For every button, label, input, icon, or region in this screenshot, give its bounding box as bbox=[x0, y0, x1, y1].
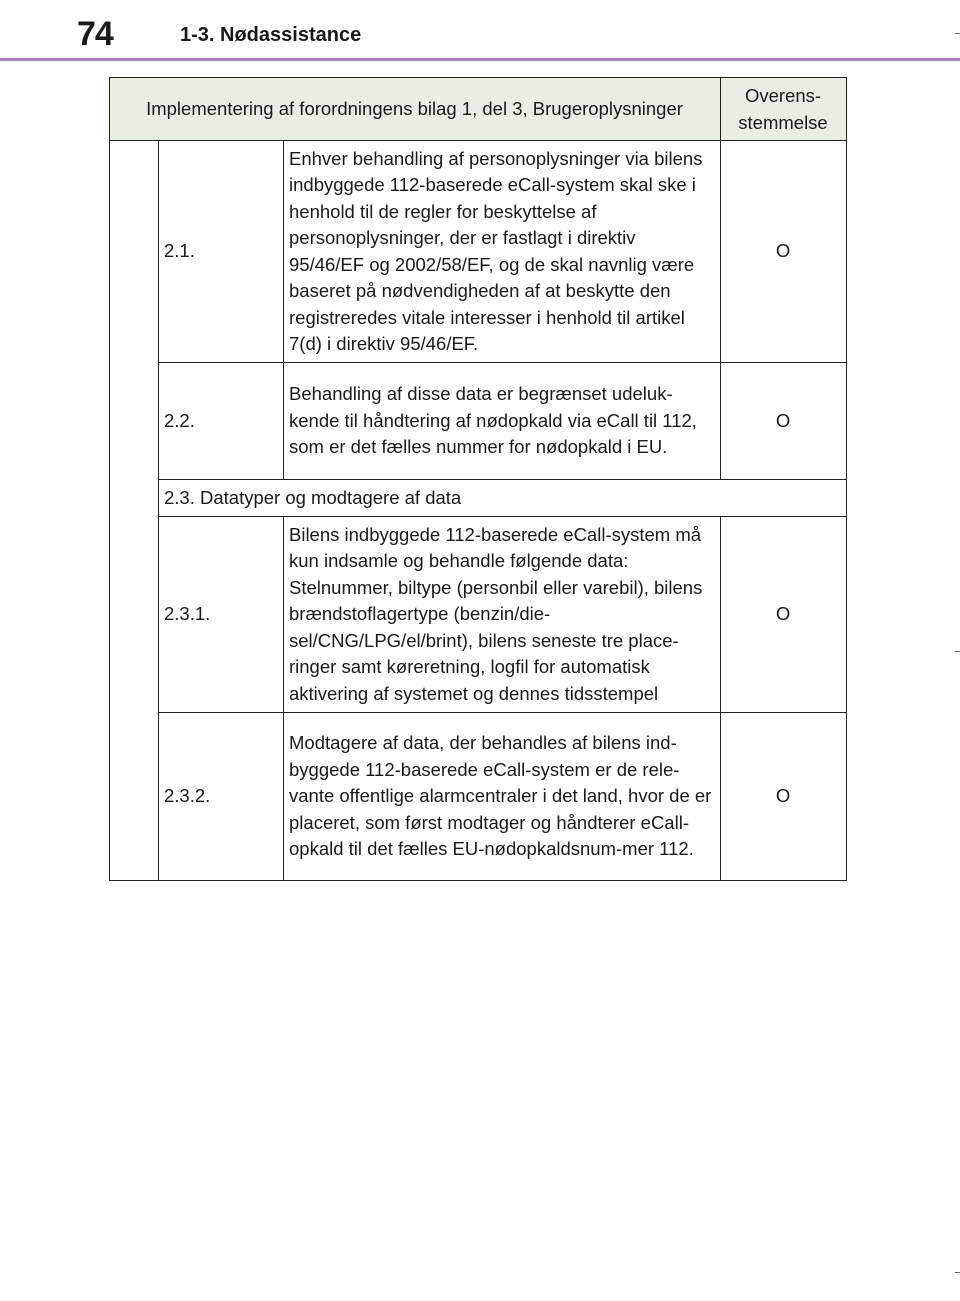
row-compliance: O bbox=[721, 517, 847, 713]
row-text: Enhver behandling af personoplysninger via bilens indbyggede 112-baserede eCall-system skal ske i henhold til de regler for beskyttelse af personoplysninger, der er fastlagt i direktiv 95/46/EF og 2002/58/EF, og de skal navnlig være baseret på nødvendigheden af at beskytte den registreredes vitale interesser i henhold til artikel 7(d) i direktiv 95/46/EF. bbox=[284, 141, 721, 363]
row-text: Bilens indbyggede 112-baserede eCall-system må kun indsamle og behandle følgende data: Stelnummer, biltype (personbil eller varebil), bilens brændstoflagertype (benzin/die-sel/CNG/LPG/el/brint), bilens seneste tre place-ringer samt køreretning, logfil for automatisk aktivering af systemet og dennes tidsstempel bbox=[284, 517, 721, 713]
section-title: 1-3. Nødassistance bbox=[180, 24, 362, 46]
table-row bbox=[110, 713, 847, 881]
row-text: Behandling af disse data er begrænset udeluk-kende til håndtering af nødopkald via eCall til 112, som er det fælles nummer for nødopkald i EU. bbox=[284, 363, 721, 480]
column-header-implementation: Implementering af forordningens bilag 1, del 3, Brugeroplysninger bbox=[110, 78, 721, 141]
edge-tick bbox=[955, 33, 960, 34]
column-header-compliance: Overens- stemmelse bbox=[721, 78, 847, 141]
row-text: Modtagere af data, der behandles af bilens ind-byggede 112-baserede eCall-system er de rele-vante offentlige alarmcentraler i det land, hvor de er placeret, som først modtager og håndterer eCall-opkald til det fælles EU-nødopkaldsnum-mer 112. bbox=[284, 713, 721, 881]
table-subsection-row bbox=[110, 480, 847, 517]
row-number: 2.2. bbox=[159, 363, 284, 480]
row-compliance: O bbox=[721, 713, 847, 881]
edge-tick bbox=[955, 651, 960, 652]
row-compliance: O bbox=[721, 141, 847, 363]
table-header-row bbox=[110, 78, 847, 141]
row-number: 2.1. bbox=[159, 141, 284, 363]
table-row bbox=[110, 517, 847, 713]
info-table bbox=[109, 77, 847, 881]
blank-side-cell bbox=[110, 141, 159, 881]
table-row bbox=[110, 141, 847, 363]
page-number: 74 bbox=[77, 15, 113, 53]
row-compliance: O bbox=[721, 363, 847, 480]
table-row bbox=[110, 363, 847, 480]
row-number: 2.3.1. bbox=[159, 517, 284, 713]
header-rule bbox=[0, 58, 960, 61]
subsection-heading: 2.3. Datatyper og modtagere af data bbox=[159, 480, 847, 517]
edge-tick bbox=[955, 1272, 960, 1273]
row-number: 2.3.2. bbox=[159, 713, 284, 881]
